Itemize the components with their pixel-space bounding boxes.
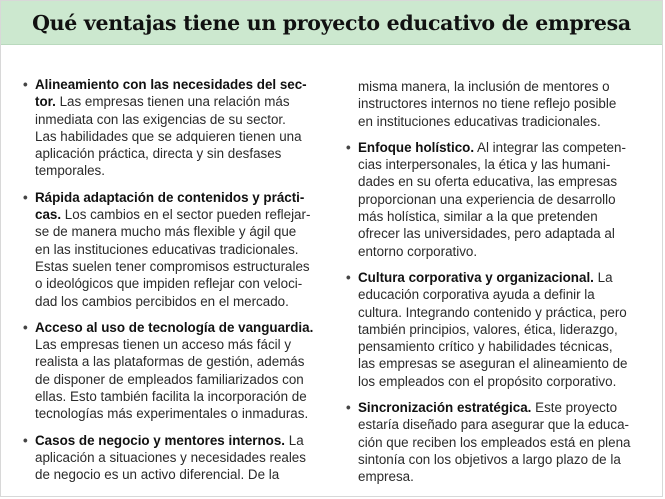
list-item (346, 269, 641, 390)
list-item (23, 432, 318, 484)
bullet-icon: • (346, 139, 351, 155)
left-column (23, 76, 318, 484)
item-body: Las empresas tienen una relación más inmediata con las exigencias de su sector. Las habilidades que se adquieren tienen una aplicación práctica, directa y sin desfases temporales. (35, 94, 302, 179)
list-item (346, 399, 641, 485)
item-heading: Enfoque holístico. (358, 139, 475, 155)
item-heading: Cultura corporativa y organizacional. (358, 269, 594, 285)
list-item (23, 319, 318, 423)
item-heading: Rápida adaptación de contenidos y prácti- cas. (35, 189, 305, 223)
item-heading: Sincronización estratégica. (358, 400, 532, 416)
item-body: Las empresas tienen un acceso más fácil y realista a las plataformas de gestión, además de disponer de empleados familiarizados con ellas. Esto también facilita la incorporación de tecnologías más experimentales o inmaduras. (35, 337, 309, 422)
item-heading: Alineamiento con las necesidades del sec- tor. (35, 77, 307, 110)
bullet-icon: • (346, 400, 351, 416)
bullet-icon: • (23, 432, 28, 448)
bullet-icon: • (23, 319, 28, 335)
bullet-icon: • (346, 269, 351, 285)
list-item (23, 76, 318, 180)
bullet-icon: • (23, 77, 28, 92)
list-item (346, 139, 641, 260)
bullet-icon: • (23, 189, 28, 205)
item-body: La educación corporativa ayuda a definir la cultura. Integrando contenido y práctica, pero también principios, valores, ética, liderazgo, pensamiento crítico y habilidades técnicas, las empresas se aseguran el alineamiento de los empleados con el propósito corporativo. (358, 269, 628, 389)
item-body: La aplicación a situaciones y necesidades reales de negocio es un activo diferencial. De la (35, 432, 306, 483)
item-heading: Acceso al uso de tecnología de vanguardia. (35, 319, 314, 335)
item-continuation: misma manera, la inclusión de mentores o instructores internos no tiene reflejo posible en instituciones educativas tradicionales. (358, 79, 617, 129)
item-body: Los cambios en el sector pueden reflejar- se de manera mucho más flexible y ágil que en las instituciones educativas tradicionales. Estas suelen tener compromisos estructurales o ideológicos que impiden reflejar con veloci- dad los cambios percibidos en el mercado. (35, 207, 311, 309)
item-body: Este proyecto estaría diseñado para asegurar que la educa- ción que reciben los empleados está en plena sintonía con los objetivos a largo plazo de la empresa. (358, 400, 631, 485)
header-banner (1, 1, 662, 45)
item-heading: Casos de negocio y mentores internos. (35, 432, 286, 448)
page-title: Qué ventajas tiene un proyecto educativo de empresa (32, 10, 631, 35)
list-item (23, 189, 318, 310)
right-column (346, 78, 641, 486)
item-body: Al integrar las competen- cias interpersonales, la ética y las humani- dades en su oferta educativa, las empresas proporcionan una experiencia de desarrollo más holística, similar a la que pretenden ofrecer las universidades, pero adaptada al entorno corporativo. (358, 139, 626, 259)
